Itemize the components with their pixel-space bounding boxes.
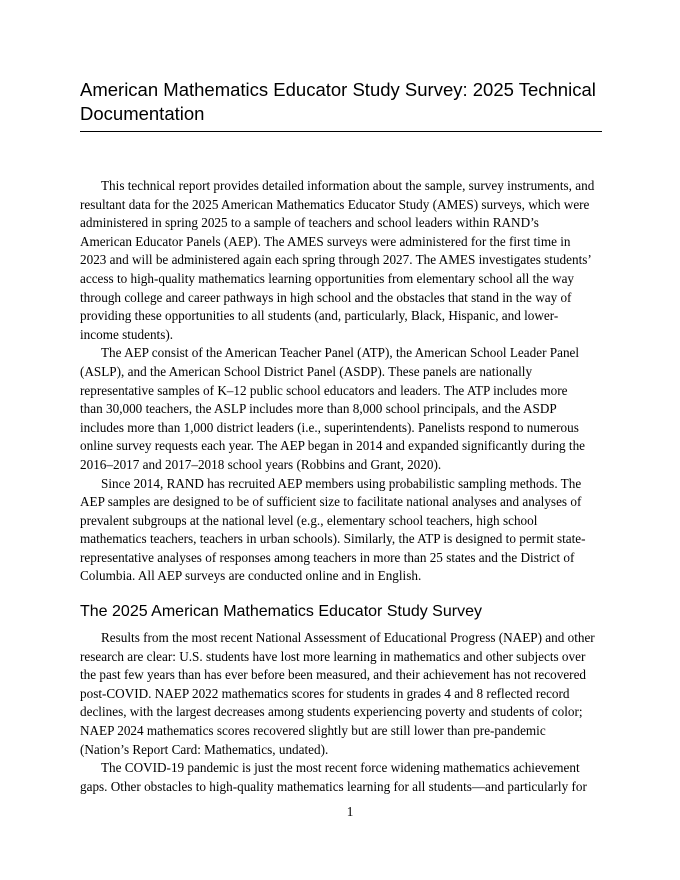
text-line: Since 2014, RAND has recruited AEP members using probabilistic sampling methods. The [101, 475, 582, 491]
text-line: income students). [80, 326, 174, 342]
text-line: AEP samples are designed to be of sufficient size to facilitate national analyses and analyses of [80, 494, 582, 510]
paragraph-survey-1 [80, 629, 602, 759]
text-line: (Nation’s Report Card: Mathematics, undated). [80, 741, 329, 757]
text-line: This technical report provides detailed information about the sample, survey instruments, and [101, 178, 595, 193]
text-line: research are clear: U.S. students have lost more learning in mathematics and other subjects over [80, 648, 586, 664]
text-line: access to high-quality mathematics learning opportunities from elementary school all the way [80, 270, 575, 286]
paragraph-intro-2 [80, 344, 602, 474]
text-line: prevalent subgroups at the national level (e.g., elementary school teachers, high school [80, 512, 538, 528]
text-line: includes more than 1,000 district leaders (i.e., superintendents). Panelists respond to numerous [80, 419, 579, 435]
text-line: online survey requests each year. The AEP began in 2014 and expanded significantly during the [80, 438, 586, 454]
paragraph-intro-3 [80, 475, 602, 587]
intro-section [80, 177, 602, 586]
text-line: gaps. Other obstacles to high-quality mathematics learning for all students—and particularly for [80, 778, 587, 794]
document-title [80, 78, 602, 132]
title-line: American Mathematics Educator Study Survey: 2025 Technical [80, 79, 596, 100]
text-line: providing these opportunities to all students (and, particularly, Black, Hispanic, and lower- [80, 308, 559, 324]
paragraph-intro-1 [80, 177, 602, 344]
text-line: resultant data for the 2025 American Mathematics Educator Study (AMES) surveys, which were [80, 196, 590, 212]
text-line: through college and career pathways in high school and the obstacles that stand in the way of [80, 289, 572, 305]
text-line: representative samples of K–12 public school educators and leaders. The ATP includes more [80, 382, 568, 398]
text-line: American Educator Panels (AEP). The AMES surveys were administered for the first time in [80, 233, 571, 249]
text-line: mathematics teachers, teachers in urban schools). Similarly, the ATP is designed to permit state- [80, 531, 586, 547]
paragraph-survey-2 [80, 759, 602, 796]
text-line: 2023 and will be administered again each spring through 2027. The AMES investigates students’ [80, 252, 592, 268]
text-line: than 30,000 teachers, the ASLP includes more than 8,000 school principals, and the ASDP [80, 401, 557, 417]
page-number: 1 [346, 804, 354, 819]
text-line: administered in spring 2025 to a sample of teachers and school leaders within RAND’s [80, 215, 539, 231]
text-line: post-COVID. NAEP 2022 mathematics scores for students in grades 4 and 8 reflected record [80, 685, 570, 701]
text-line: Columbia. All AEP surveys are conducted online and in English. [80, 568, 422, 584]
text-line: declines, with the largest decreases among students experiencing poverty and students of color; [80, 704, 583, 720]
text-line: 2016–2017 and 2017–2018 school years (Robbins and Grant, 2020). [80, 456, 442, 472]
text-line: the past few years than has ever before been measured, and their achievement has not recovered [80, 667, 587, 683]
text-line: The COVID-19 pandemic is just the most recent force widening mathematics achievement [101, 760, 580, 776]
text-line: Results from the most recent National Assessment of Educational Progress (NAEP) and other [101, 630, 595, 645]
text-line: NAEP 2024 mathematics scores recovered slightly but are still lower than pre-pandemic [80, 722, 546, 738]
text-line: The AEP consist of the American Teacher Panel (ATP), the American School Leader Panel [101, 345, 580, 361]
text-line: (ASLP), and the American School District Panel (ASDP). These panels are nationally [80, 363, 533, 379]
survey-section [80, 629, 602, 796]
title-line: Documentation [80, 103, 205, 124]
section-heading: The 2025 American Mathematics Educator Study Survey [80, 603, 482, 620]
text-line: representative analyses of responses among teachers in more than 25 states and the District of [80, 549, 575, 565]
